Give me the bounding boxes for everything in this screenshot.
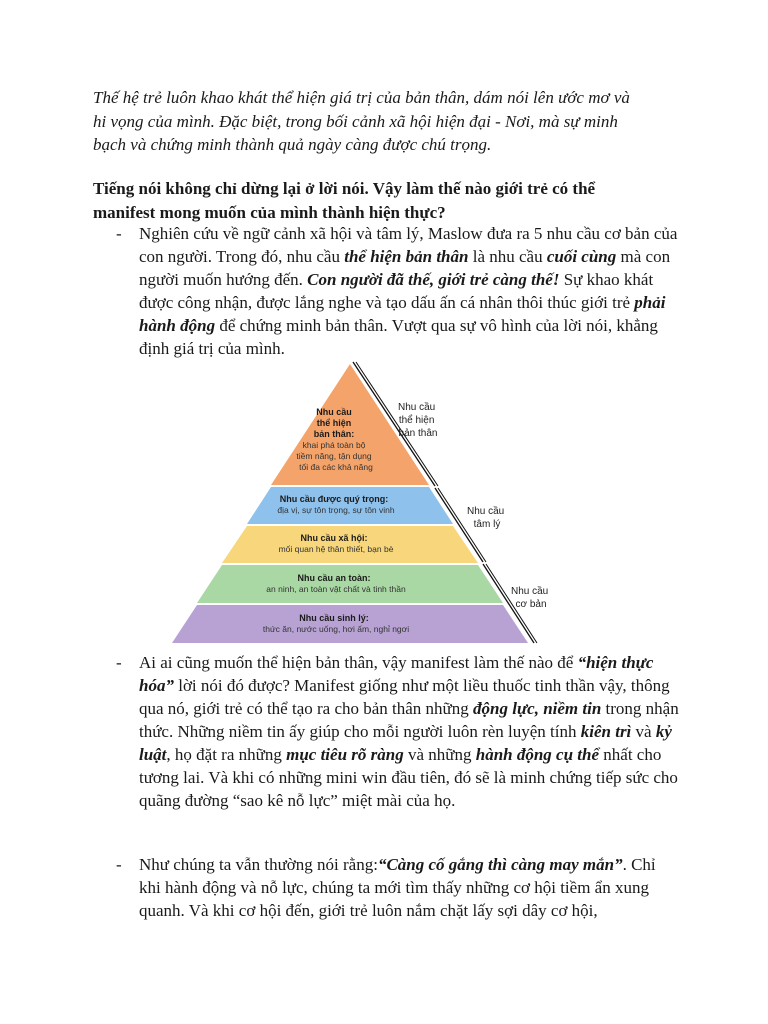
- bullet-1-text-1: Nghiên cứu về ngữ cảnh xã hội và tâm lý, Maslow đưa ra 5 nhu cầu cơ bản của con người. Trong đó, nhu cầu: [139, 224, 678, 266]
- intro-line-2: hi vọng của mình. Đặc biệt, trong bối cảnh xã hội hiện đại - Nơi, mà sự minh: [93, 111, 618, 131]
- bullet-1-text-4: Sự khao khát được công nhận, được lắng nghe và tạo dấu ấn cá nhân thôi thúc giới trẻ: [139, 270, 654, 312]
- bullet-1-text-3: mà con người muốn hướng đến.: [139, 247, 671, 289]
- bullet-marker: -: [116, 653, 122, 672]
- heading-line-1: Tiếng nói không chỉ dừng lại ở lời nói. Vậy làm thế nào giới trẻ có thể: [93, 179, 596, 198]
- bullet-2-text-4: và: [631, 722, 656, 741]
- group-label-basic: Nhu cầu cơ bản: [510, 586, 549, 610]
- bullet-2-text-1: Ai ai cũng muốn thể hiện bản thân, vậy manifest làm thế nào để: [139, 653, 578, 672]
- pyramid-level-5-label: Nhu cầu sinh lý: thức ăn, nước uống, hơi ấm, nghỉ ngơi: [262, 613, 410, 634]
- bullet-3-emph-1: “Càng cố gắng thì càng may mắn”: [377, 855, 623, 874]
- bullet-1-text-5: để chứng minh bản thân. Vượt qua sự vô hình của lời nói, khẳng định giá trị của mình.: [139, 316, 658, 358]
- bullet-2-emph-4: kỷ luật: [139, 722, 672, 764]
- bullet-2-text-7: nhất cho tương lai. Và khi có những mini win đầu tiên, đó sẽ là minh chứng tiếp sức cho quãng đường “sao kê nỗ lực” miệt mài của họ.: [139, 745, 678, 810]
- bullet-2-emph-2: động lực, niềm tin: [473, 699, 602, 718]
- group-label-psychological: Nhu cầu tâm lý: [466, 506, 505, 530]
- bullet-2-text-2: lời nói đó được? Manifest giống như một liều thuốc tinh thần vậy, thông qua nó, giới trẻ có thể tạo ra cho bản thân những: [139, 676, 670, 718]
- bullet-2-text-6: và những: [403, 745, 476, 764]
- group-label-self-actualization: Nhu cầu thể hiện bản thân: [397, 402, 438, 439]
- bullet-3-text-2: . Chỉ khi hành động và nỗ lực, chúng ta mới tìm thấy những cơ hội tiềm ẩn xung quanh. Và khi cơ hội đến, giới trẻ luôn nắm chặt lấy sợi dây cơ hội,: [139, 855, 656, 920]
- bullet-2-emph-6: hành động cụ thể: [475, 745, 600, 764]
- bullet-marker: -: [116, 855, 122, 874]
- bullet-1-emph-1: thể hiện bản thân: [344, 247, 469, 266]
- bullet-2-emph-1: “hiện thực hóa”: [139, 653, 654, 695]
- bullet-marker: -: [116, 224, 122, 243]
- bullet-2-emph-5: mục tiêu rõ ràng: [286, 745, 404, 764]
- intro-line-1: Thế hệ trẻ luôn khao khát thể hiện giá trị của bản thân, dám nói lên ước mơ và: [93, 88, 630, 107]
- bullet-2-text-3: trong nhận thức. Những niềm tin ấy giúp cho mỗi người luôn rèn luyện tính: [139, 699, 679, 741]
- pyramid-level-2-label: Nhu cầu được quý trọng: địa vị, sự tôn trọng, sự tôn vinh: [277, 494, 395, 515]
- bullet-1-emph-2: cuối cùng: [546, 247, 617, 266]
- pyramid-level-1-label: Nhu cầu thể hiện bản thân: khai phá toàn bộ tiềm năng, tận dụng tối đa các khả năng: [296, 407, 373, 472]
- bullet-2-emph-3: kiên trì: [580, 722, 632, 741]
- bullet-2-paragraph: [139, 651, 679, 812]
- bullet-1-paragraph: [139, 222, 679, 360]
- pyramid-level-4-label: Nhu cầu an toàn: an ninh, an toàn vật chất và tinh thần: [266, 573, 406, 594]
- pyramid-level-3-label: Nhu cầu xã hội: mối quan hệ thân thiết, bạn bè: [278, 533, 394, 554]
- heading-line-2: manifest mong muốn của mình thành hiện thực?: [93, 202, 446, 222]
- intro-paragraph: [93, 86, 693, 157]
- intro-line-3: bạch và chứng minh thành quả ngày càng được chú trọng.: [93, 135, 492, 154]
- bullet-3-text-1: Như chúng ta vẫn thường nói rằng:: [139, 855, 378, 874]
- bullet-1-emph-4: phải hành động: [139, 293, 666, 335]
- bullet-2-text-5: , họ đặt ra những: [166, 745, 287, 764]
- maslow-pyramid-figure: [140, 360, 560, 645]
- bullet-1-text-2: là nhu cầu: [468, 247, 547, 266]
- section-heading: [93, 177, 693, 224]
- bullet-3-paragraph: [139, 853, 679, 922]
- bullet-1-emph-3: Con người đã thế, giới trẻ càng thế!: [307, 270, 560, 289]
